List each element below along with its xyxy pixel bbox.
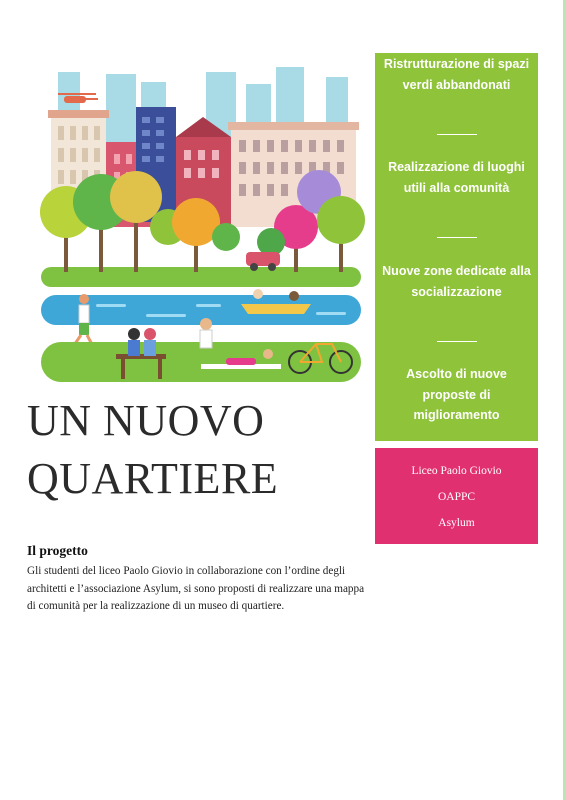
goal-divider xyxy=(437,341,477,342)
title-line-1: UN NUOVO xyxy=(27,396,265,445)
page-title xyxy=(27,392,367,508)
partner-name: Liceo Paolo Giovio xyxy=(411,465,502,477)
goal-item: Realizzazione di luoghi utili alla comunità xyxy=(388,160,525,195)
goal-item: Nuove zone dedicate alla socializzazione xyxy=(382,264,531,299)
goal-divider xyxy=(437,237,477,238)
partner-name: Asylum xyxy=(438,517,475,529)
project-description: Gli studenti del liceo Paolo Giovio in collaborazione con l’ordine degli architetti e l’associazione Asylum, si sono proposti di realizzare una mappa di comunità per la realizzazione di un museo di quartiere. xyxy=(27,565,365,612)
goal-divider xyxy=(437,134,477,135)
project-heading: Il progetto xyxy=(27,543,88,558)
goal-item: Ristrutturazione di spazi verdi abbandonati xyxy=(383,57,530,92)
sitting-person-icon xyxy=(200,318,212,348)
goals-panel xyxy=(375,53,538,441)
city-park-illustration xyxy=(36,62,366,387)
partners-panel xyxy=(375,448,538,544)
goal-item: Ascolto di nuove proposte di miglioramento xyxy=(406,367,507,422)
title-line-2: QUARTIERE xyxy=(27,454,279,503)
partner-name: OAPPC xyxy=(437,491,476,503)
